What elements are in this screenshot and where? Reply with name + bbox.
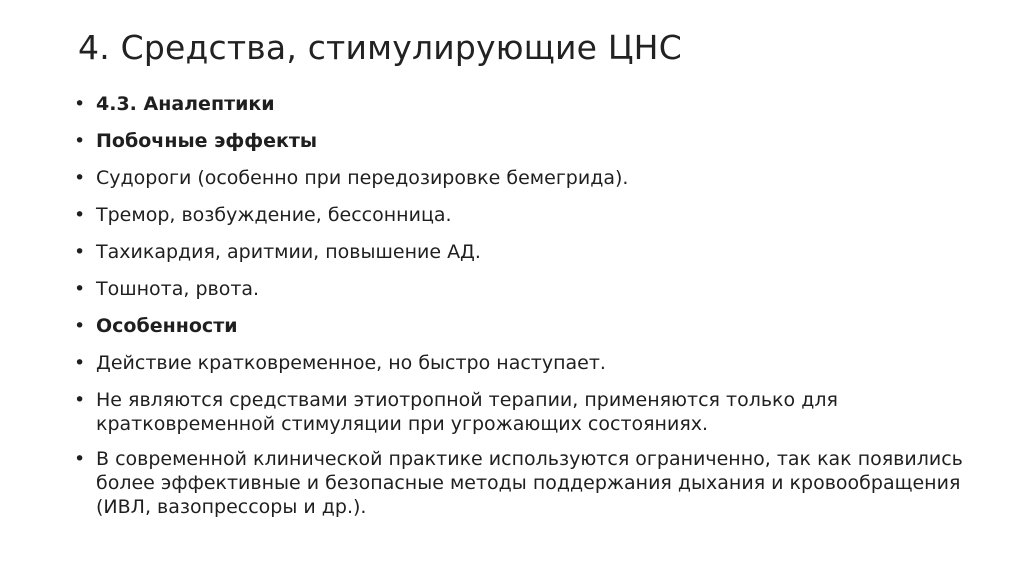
bullet-item xyxy=(72,314,972,338)
bullet-text: Судороги (особенно при передозировке бемегрида). xyxy=(96,167,629,189)
slide-title: 4. Средства, стимулирующие ЦНС xyxy=(78,28,682,67)
bullet-dot-icon: • xyxy=(74,130,86,152)
bullet-item xyxy=(72,92,972,116)
bullet-item xyxy=(72,166,972,190)
bullet-dot-icon: • xyxy=(74,448,86,470)
bullet-item xyxy=(72,388,972,436)
bullet-item xyxy=(72,129,972,153)
bullet-text: Побочные эффекты xyxy=(96,130,318,152)
bullet-text: Особенности xyxy=(96,315,238,337)
bullet-item xyxy=(72,240,972,264)
bullet-list xyxy=(72,92,972,530)
bullet-text: В современной клинической практике используются ограниченно, так как появились более эффективные и безопасные методы поддержания дыхания и кровообращения (ИВЛ, вазопрессоры и др.). xyxy=(96,448,963,518)
bullet-dot-icon: • xyxy=(74,278,86,300)
bullet-dot-icon: • xyxy=(74,204,86,226)
bullet-text: Тахикардия, аритмии, повышение АД. xyxy=(96,241,481,263)
bullet-text: Не являются средствами этиотропной терапии, применяются только для кратковременной стимуляции при угрожающих состояниях. xyxy=(96,389,838,435)
bullet-text: Тремор, возбуждение, бессонница. xyxy=(96,204,452,226)
bullet-text: 4.3. Аналептики xyxy=(96,93,275,115)
bullet-dot-icon: • xyxy=(74,241,86,263)
bullet-dot-icon: • xyxy=(74,93,86,115)
bullet-item xyxy=(72,351,972,375)
bullet-dot-icon: • xyxy=(74,315,86,337)
bullet-dot-icon: • xyxy=(74,389,86,411)
bullet-item xyxy=(72,203,972,227)
bullet-text: Действие кратковременное, но быстро наступает. xyxy=(96,352,606,374)
bullet-dot-icon: • xyxy=(74,352,86,374)
bullet-item xyxy=(72,447,972,519)
bullet-dot-icon: • xyxy=(74,167,86,189)
bullet-item xyxy=(72,277,972,301)
bullet-text: Тошнота, рвота. xyxy=(96,278,260,300)
